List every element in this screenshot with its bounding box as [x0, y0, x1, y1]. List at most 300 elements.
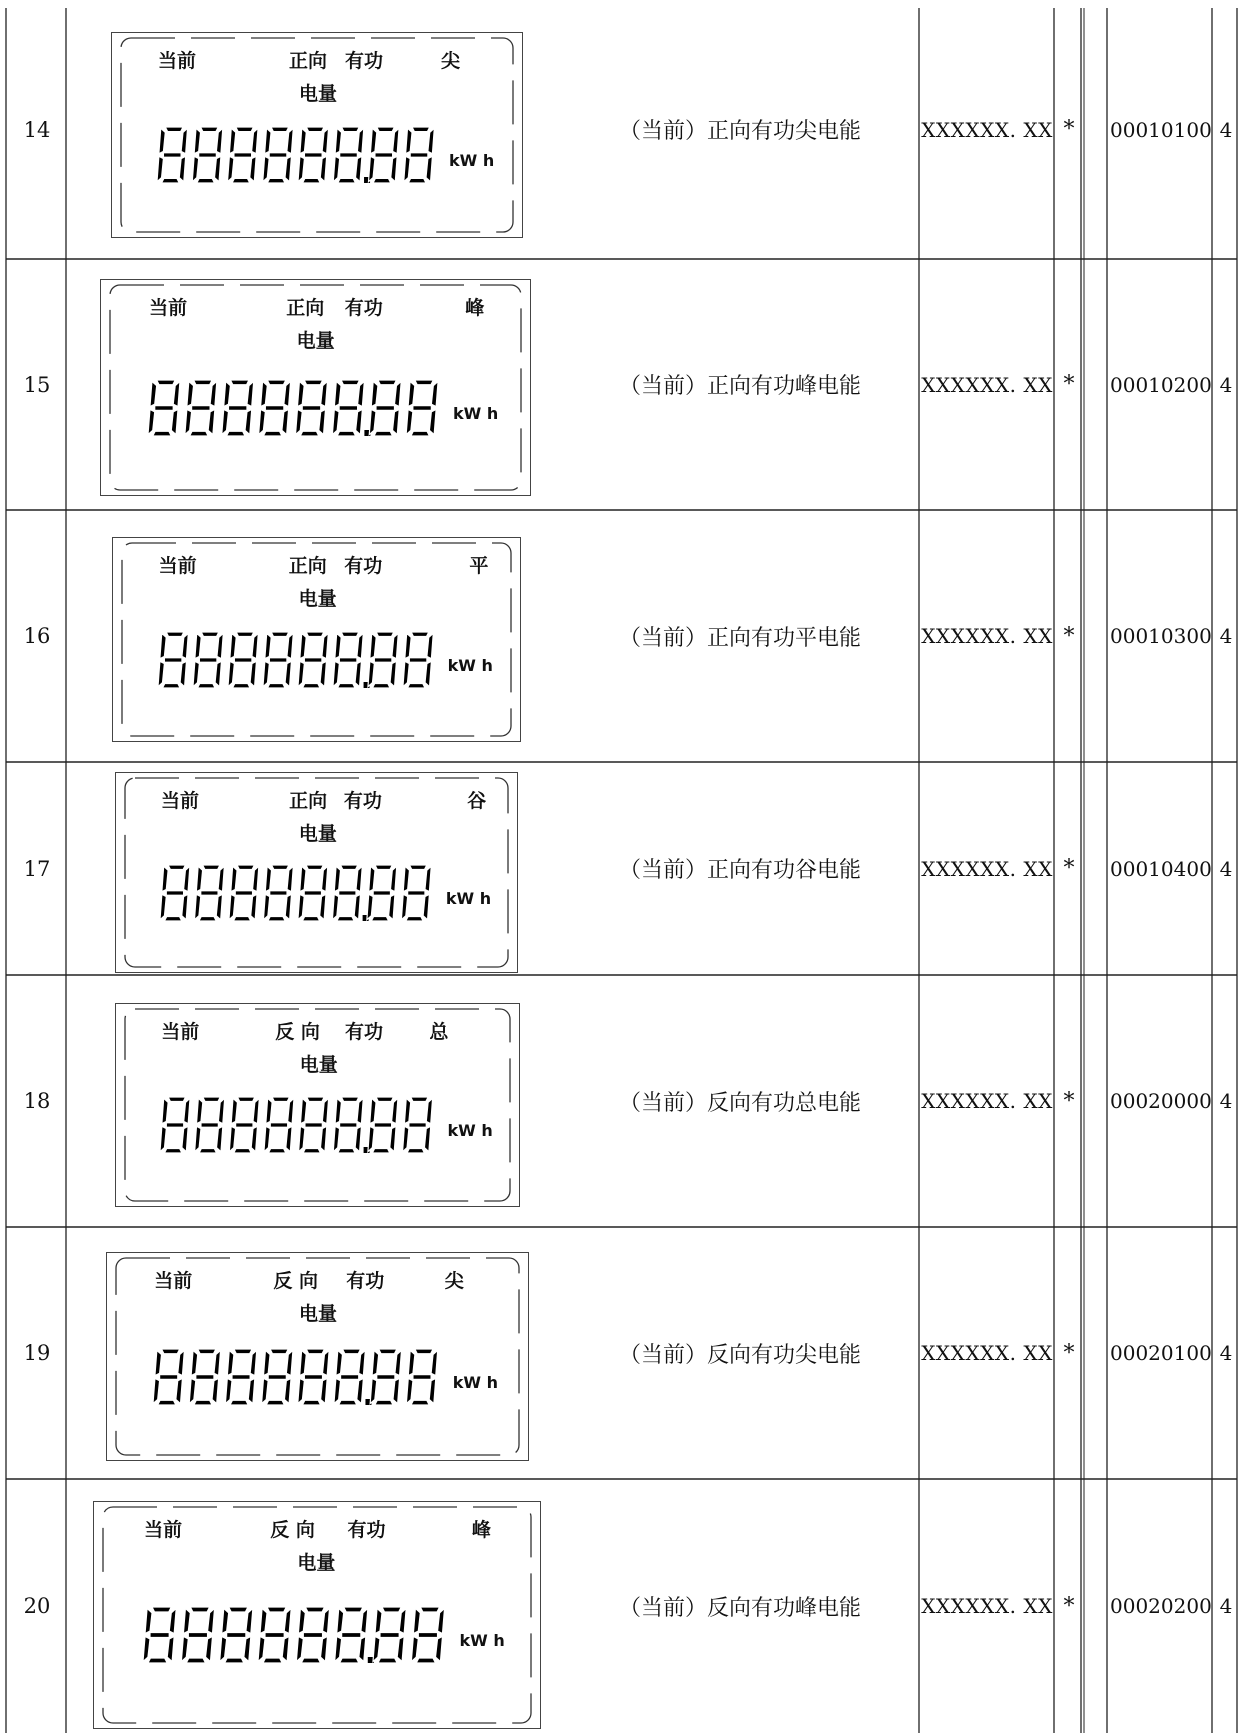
lcd-segment	[337, 683, 355, 688]
lcd-segment	[333, 661, 339, 686]
lcd-segment	[378, 1658, 397, 1663]
lcd-segment	[194, 1400, 212, 1405]
lcd-label-direction: 反 向	[275, 1021, 320, 1043]
lcd-digit-readout	[151, 1347, 457, 1409]
lcd-segment	[371, 381, 378, 406]
lcd-segment	[178, 1350, 185, 1375]
lcd-segment	[263, 431, 281, 436]
lcd-segment	[356, 866, 362, 891]
lcd-segment	[248, 1378, 255, 1403]
lcd-segment	[150, 381, 157, 406]
lcd-segment	[394, 381, 401, 406]
lcd-segment	[265, 405, 283, 410]
lcd-segment	[322, 633, 328, 658]
lcd-segment	[265, 633, 271, 658]
row-number: 14	[23, 117, 51, 142]
lcd-segment	[183, 1608, 190, 1633]
lcd-segment	[220, 1636, 227, 1661]
data-identifier: 00020000	[1110, 1089, 1212, 1113]
lcd-segment	[408, 890, 425, 894]
lcd-segment	[340, 153, 358, 158]
lcd-segment	[321, 1378, 328, 1403]
lcd-segment	[341, 380, 359, 385]
lcd-segment	[263, 1658, 282, 1663]
lcd-segment	[196, 1374, 214, 1379]
table-row	[0, 510, 1242, 762]
lcd-segment	[182, 1126, 188, 1151]
lcd-display-image	[106, 1252, 529, 1461]
lcd-segment	[231, 1098, 237, 1123]
lcd-segment	[199, 1149, 216, 1153]
lcd-segment	[304, 153, 322, 158]
lcd-segment	[247, 381, 254, 406]
lcd-segment	[191, 1350, 198, 1375]
lcd-segment	[284, 381, 291, 406]
lcd-segment	[428, 128, 434, 153]
lcd-label-direction: 正向	[288, 555, 327, 577]
lcd-segment	[163, 153, 181, 158]
lcd-segment	[228, 405, 246, 410]
lcd-segment	[411, 632, 429, 637]
lcd-digit-readout	[158, 863, 450, 925]
lcd-segment	[321, 381, 328, 406]
lcd-segment	[285, 894, 291, 919]
lcd-segment	[339, 1658, 358, 1663]
lcd-segment	[181, 128, 187, 153]
lcd-segment	[306, 632, 324, 637]
lcd-segment	[431, 1350, 438, 1375]
lcd-segment	[230, 633, 236, 658]
lcd-segment	[413, 405, 431, 410]
lcd-segment	[379, 1349, 397, 1354]
lcd-label-tariff: 峰	[471, 1519, 491, 1541]
lcd-segment	[230, 1126, 236, 1151]
lcd-segment	[271, 632, 289, 637]
lcd-segment	[188, 1633, 207, 1638]
lcd-segment	[410, 865, 427, 869]
lcd-segment	[395, 1350, 402, 1375]
lcd-segment	[336, 1350, 343, 1375]
lcd-label-tariff: 谷	[467, 790, 487, 812]
lcd-segment	[162, 1098, 168, 1123]
lcd-segment	[285, 156, 291, 181]
lcd-label-direction: 反 向	[270, 1519, 315, 1541]
lcd-label-direction: 正向	[289, 50, 328, 72]
lcd-segment	[203, 1097, 220, 1101]
lcd-segment	[263, 894, 269, 919]
lcd-display-image	[93, 1501, 541, 1729]
lcd-segment	[403, 866, 409, 891]
row-number: 16	[23, 624, 51, 648]
lcd-segment	[196, 866, 202, 891]
lcd-segment	[238, 1097, 255, 1101]
lcd-label-tariff: 尖	[444, 1270, 464, 1292]
lcd-segment	[162, 1349, 180, 1354]
data-identifier: 00010100	[1110, 117, 1212, 142]
lcd-segment	[429, 1378, 436, 1403]
lcd-segment	[411, 431, 429, 436]
lcd-segment	[403, 1126, 409, 1151]
lcd-segment	[300, 866, 306, 891]
lcd-segment	[250, 156, 256, 181]
lcd-segment	[297, 381, 304, 406]
lcd-label-energy: 电量	[299, 83, 338, 105]
lcd-segment	[251, 1126, 257, 1151]
lcd-segment	[222, 1608, 229, 1633]
lcd-segment	[270, 1349, 288, 1354]
lcd-segment	[298, 156, 304, 181]
lcd-segment	[157, 380, 175, 385]
lcd-segment	[214, 156, 220, 181]
lcd-segment	[153, 1378, 160, 1403]
item-description: （当前）正向有功尖电能	[618, 119, 861, 144]
lcd-label-current: 当前	[144, 1519, 183, 1541]
lcd-segment	[411, 1400, 429, 1405]
lcd-segment	[298, 894, 304, 919]
data-length: 4	[1219, 1341, 1233, 1365]
lcd-segment	[266, 1098, 272, 1123]
item-description: （当前）反向有功峰电能	[618, 1595, 861, 1621]
lcd-segment	[307, 1097, 324, 1101]
lcd-label-energy: 电量	[298, 823, 337, 845]
lcd-segment	[358, 381, 365, 406]
lcd-segment	[182, 894, 188, 919]
lcd-segment	[166, 890, 183, 894]
lcd-segment	[334, 1126, 340, 1151]
lcd-segment	[162, 866, 168, 891]
lcd-segment	[159, 128, 165, 153]
lcd-segment	[197, 1098, 203, 1123]
lcd-segment	[401, 894, 407, 919]
lcd-label-energy: 电量	[299, 1303, 338, 1325]
lcd-segment	[158, 1400, 176, 1405]
lcd-segment	[268, 916, 285, 920]
lcd-segment	[409, 657, 427, 662]
lcd-segment	[152, 1607, 171, 1612]
lcd-segment	[427, 1098, 433, 1123]
lcd-unit-kwh: kW h	[452, 1372, 498, 1392]
data-format: XXXXXX. XX	[921, 1594, 1053, 1618]
lcd-segment	[339, 1400, 357, 1405]
lcd-segment	[371, 916, 388, 920]
lcd-label-tariff: 峰	[465, 297, 485, 319]
lcd-segment	[285, 1378, 292, 1403]
lcd-segment	[305, 1123, 322, 1127]
lcd-unit-kwh: kW h	[447, 655, 493, 675]
lcd-segment	[267, 1607, 286, 1612]
lcd-segment	[269, 153, 287, 158]
lcd-segment	[375, 1608, 382, 1633]
table-row	[0, 0, 1242, 259]
lcd-segment	[231, 866, 237, 891]
table-row	[0, 1227, 1242, 1479]
lcd-segment	[411, 1636, 418, 1661]
lcd-segment	[423, 894, 429, 919]
mark-cell: *	[1063, 372, 1075, 397]
lcd-segment	[344, 1607, 363, 1612]
lcd-segment	[376, 405, 394, 410]
lcd-segment	[404, 156, 410, 181]
lcd-segment	[332, 409, 339, 434]
lcd-segment	[271, 127, 289, 132]
lcd-segment	[285, 661, 291, 686]
lcd-segment	[234, 153, 252, 158]
lcd-segment	[337, 916, 354, 920]
lcd-segment	[201, 1123, 218, 1127]
lcd-segment	[237, 865, 254, 869]
row-number: 18	[23, 1089, 51, 1113]
lcd-segment	[155, 405, 173, 410]
row-number: 15	[23, 372, 51, 397]
lcd-segment	[413, 1374, 431, 1379]
lcd-segment	[270, 890, 287, 894]
lcd-segment	[232, 1374, 250, 1379]
lcd-segment	[416, 1658, 435, 1663]
mark-cell: *	[1063, 623, 1075, 649]
lcd-segment	[269, 657, 287, 662]
data-identifier: 00010300	[1110, 624, 1212, 648]
lcd-segment	[337, 431, 355, 436]
table-row	[0, 1479, 1242, 1733]
lcd-segment	[320, 894, 326, 919]
lcd-segment	[251, 894, 257, 919]
lcd-segment	[426, 156, 432, 181]
lcd-segment	[354, 894, 360, 919]
lcd-segment	[408, 178, 426, 183]
lcd-segment	[222, 409, 229, 434]
mark-cell: *	[1063, 856, 1075, 881]
lcd-segment	[390, 866, 396, 891]
lcd-display-image	[112, 537, 521, 742]
lcd-segment	[272, 1097, 289, 1101]
lcd-segment	[272, 865, 289, 869]
lcd-label-tariff: 总	[429, 1021, 449, 1043]
lcd-segment	[341, 1633, 360, 1638]
lcd-segment	[269, 1149, 286, 1153]
lcd-segment	[334, 866, 340, 891]
lcd-segment	[374, 657, 392, 662]
lcd-segment	[303, 1633, 322, 1638]
row-number: 17	[23, 856, 51, 881]
lcd-unit-kwh: kW h	[459, 1631, 505, 1650]
lcd-segment	[399, 1608, 406, 1633]
lcd-segment	[210, 381, 217, 406]
lcd-segment	[284, 1608, 291, 1633]
lcd-segment	[190, 1607, 209, 1612]
lcd-segment	[228, 156, 234, 181]
lcd-segment	[378, 380, 396, 385]
lcd-segment	[230, 380, 248, 385]
lcd-segment	[373, 890, 390, 894]
lcd-segment	[268, 1374, 286, 1379]
lcd-segment	[212, 1378, 219, 1403]
lcd-segment	[375, 1400, 393, 1405]
lcd-segment	[435, 1636, 442, 1661]
lcd-segment	[216, 894, 222, 919]
lcd-segment	[415, 1349, 433, 1354]
lcd-segment	[185, 409, 192, 434]
lcd-segment	[265, 128, 271, 153]
lcd-segment	[253, 866, 259, 891]
lcd-segment	[409, 1123, 426, 1127]
lcd-segment	[192, 405, 210, 410]
lcd-segment	[369, 633, 375, 658]
lcd-segment	[228, 661, 234, 686]
lcd-segment	[355, 661, 361, 686]
lcd-segment	[415, 380, 433, 385]
lcd-segment	[342, 1097, 359, 1101]
lcd-segment	[205, 1636, 212, 1661]
lcd-segment	[253, 1098, 259, 1123]
lcd-label-tariff: 平	[469, 555, 489, 577]
data-length: 4	[1219, 1594, 1233, 1618]
lcd-segment	[355, 156, 361, 181]
lcd-segment	[427, 633, 433, 658]
lcd-segment	[168, 1097, 185, 1101]
lcd-segment	[203, 865, 220, 869]
lcd-segment	[164, 916, 181, 920]
lcd-segment	[410, 153, 428, 158]
lcd-segment	[298, 1608, 305, 1633]
lcd-label-direction: 反 向	[273, 1270, 318, 1292]
table-row	[0, 762, 1242, 975]
data-length: 4	[1219, 372, 1233, 397]
lcd-segment	[267, 683, 285, 688]
mark-cell: *	[1063, 117, 1075, 142]
lcd-segment	[298, 661, 304, 686]
item-description: （当前）正向有功平电能	[618, 625, 861, 651]
lcd-segment	[201, 890, 218, 894]
lcd-segment	[374, 1123, 391, 1127]
lcd-segment	[160, 1126, 166, 1151]
mark-cell: *	[1063, 1593, 1075, 1619]
lcd-segment	[408, 381, 415, 406]
lcd-segment	[208, 409, 215, 434]
lcd-segment	[357, 128, 363, 153]
lcd-segment	[322, 866, 328, 891]
lcd-segment	[339, 405, 357, 410]
lcd-segment	[192, 156, 198, 181]
lcd-segment	[180, 661, 186, 686]
lcd-display-image	[115, 772, 518, 973]
lcd-segment	[148, 1658, 167, 1663]
lcd-segment	[263, 156, 269, 181]
lcd-segment	[271, 1123, 288, 1127]
lcd-segment	[234, 1349, 252, 1354]
lcd-segment	[300, 128, 306, 153]
lcd-segment	[258, 1636, 265, 1661]
lcd-segment	[406, 409, 413, 434]
lcd-segment	[229, 128, 235, 153]
lcd-segment	[282, 1636, 289, 1661]
data-length: 4	[1219, 624, 1233, 648]
data-length: 4	[1219, 117, 1233, 142]
lcd-label-direction: 正向	[289, 790, 328, 812]
lcd-segment	[373, 1636, 380, 1661]
lcd-segment	[411, 1097, 428, 1101]
lcd-segment	[229, 1607, 248, 1612]
lcd-segment	[420, 1607, 439, 1612]
lcd-label-energy: 电量	[296, 330, 335, 352]
lcd-segment	[227, 1350, 234, 1375]
lcd-label-current: 当前	[161, 1021, 200, 1043]
lcd-segment	[335, 633, 341, 658]
lcd-segment	[246, 1608, 253, 1633]
lcd-segment	[338, 178, 356, 183]
lcd-segment	[298, 1378, 305, 1403]
lcd-segment	[219, 1098, 225, 1123]
lcd-segment	[337, 1608, 344, 1633]
lcd-segment	[412, 127, 430, 132]
lcd-segment	[392, 1098, 398, 1123]
table-row	[0, 259, 1242, 510]
lcd-segment	[260, 1608, 267, 1633]
lcd-segment	[370, 1098, 376, 1123]
lcd-label-energy: 电量	[297, 1552, 336, 1574]
lcd-segment	[229, 894, 235, 919]
lcd-segment	[195, 1126, 201, 1151]
lcd-segment	[339, 657, 357, 662]
lcd-segment	[425, 661, 431, 686]
item-description: （当前）反向有功尖电能	[618, 1342, 861, 1368]
lcd-segment	[338, 1149, 355, 1153]
lcd-segment	[179, 156, 185, 181]
lcd-segment	[397, 1636, 404, 1661]
lcd-segment	[165, 127, 183, 132]
lcd-segment	[377, 1374, 395, 1379]
lcd-segment	[368, 1126, 374, 1151]
lcd-digit-readout	[155, 125, 453, 187]
lcd-segment	[201, 632, 219, 637]
lcd-segment	[382, 1607, 401, 1612]
lcd-segment	[390, 661, 396, 686]
lcd-segment	[264, 1350, 271, 1375]
lcd-segment	[252, 633, 258, 658]
lcd-segment	[376, 632, 394, 637]
lcd-segment	[368, 661, 374, 686]
lcd-segment	[407, 1378, 414, 1403]
lcd-segment	[393, 128, 399, 153]
lcd-label-active: 有功	[344, 555, 383, 577]
lcd-label-current: 当前	[158, 50, 197, 72]
lcd-segment	[369, 156, 375, 181]
lcd-segment	[418, 1633, 437, 1638]
lcd-segment	[404, 633, 410, 658]
lcd-segment	[236, 127, 254, 132]
lcd-segment	[250, 661, 256, 686]
lcd-segment	[287, 633, 293, 658]
lcd-segment	[304, 657, 322, 662]
lcd-segment	[340, 1123, 357, 1127]
item-description: （当前）正向有功谷电能	[618, 858, 861, 883]
lcd-segment	[357, 1098, 363, 1123]
lcd-segment	[320, 661, 326, 686]
lcd-segment	[166, 632, 184, 637]
lcd-segment	[245, 409, 252, 434]
lcd-segment	[216, 128, 222, 153]
lcd-segment	[232, 178, 250, 183]
lcd-segment	[252, 128, 258, 153]
lcd-segment	[370, 128, 376, 153]
lcd-segment	[244, 1636, 251, 1661]
lcd-segment	[167, 1123, 184, 1127]
data-length: 4	[1219, 856, 1233, 881]
lcd-segment	[224, 1658, 243, 1663]
lcd-segment	[303, 1400, 321, 1405]
lcd-label-active: 有功	[345, 50, 384, 72]
lcd-segment	[199, 916, 216, 920]
lcd-digit-readout	[156, 630, 452, 692]
